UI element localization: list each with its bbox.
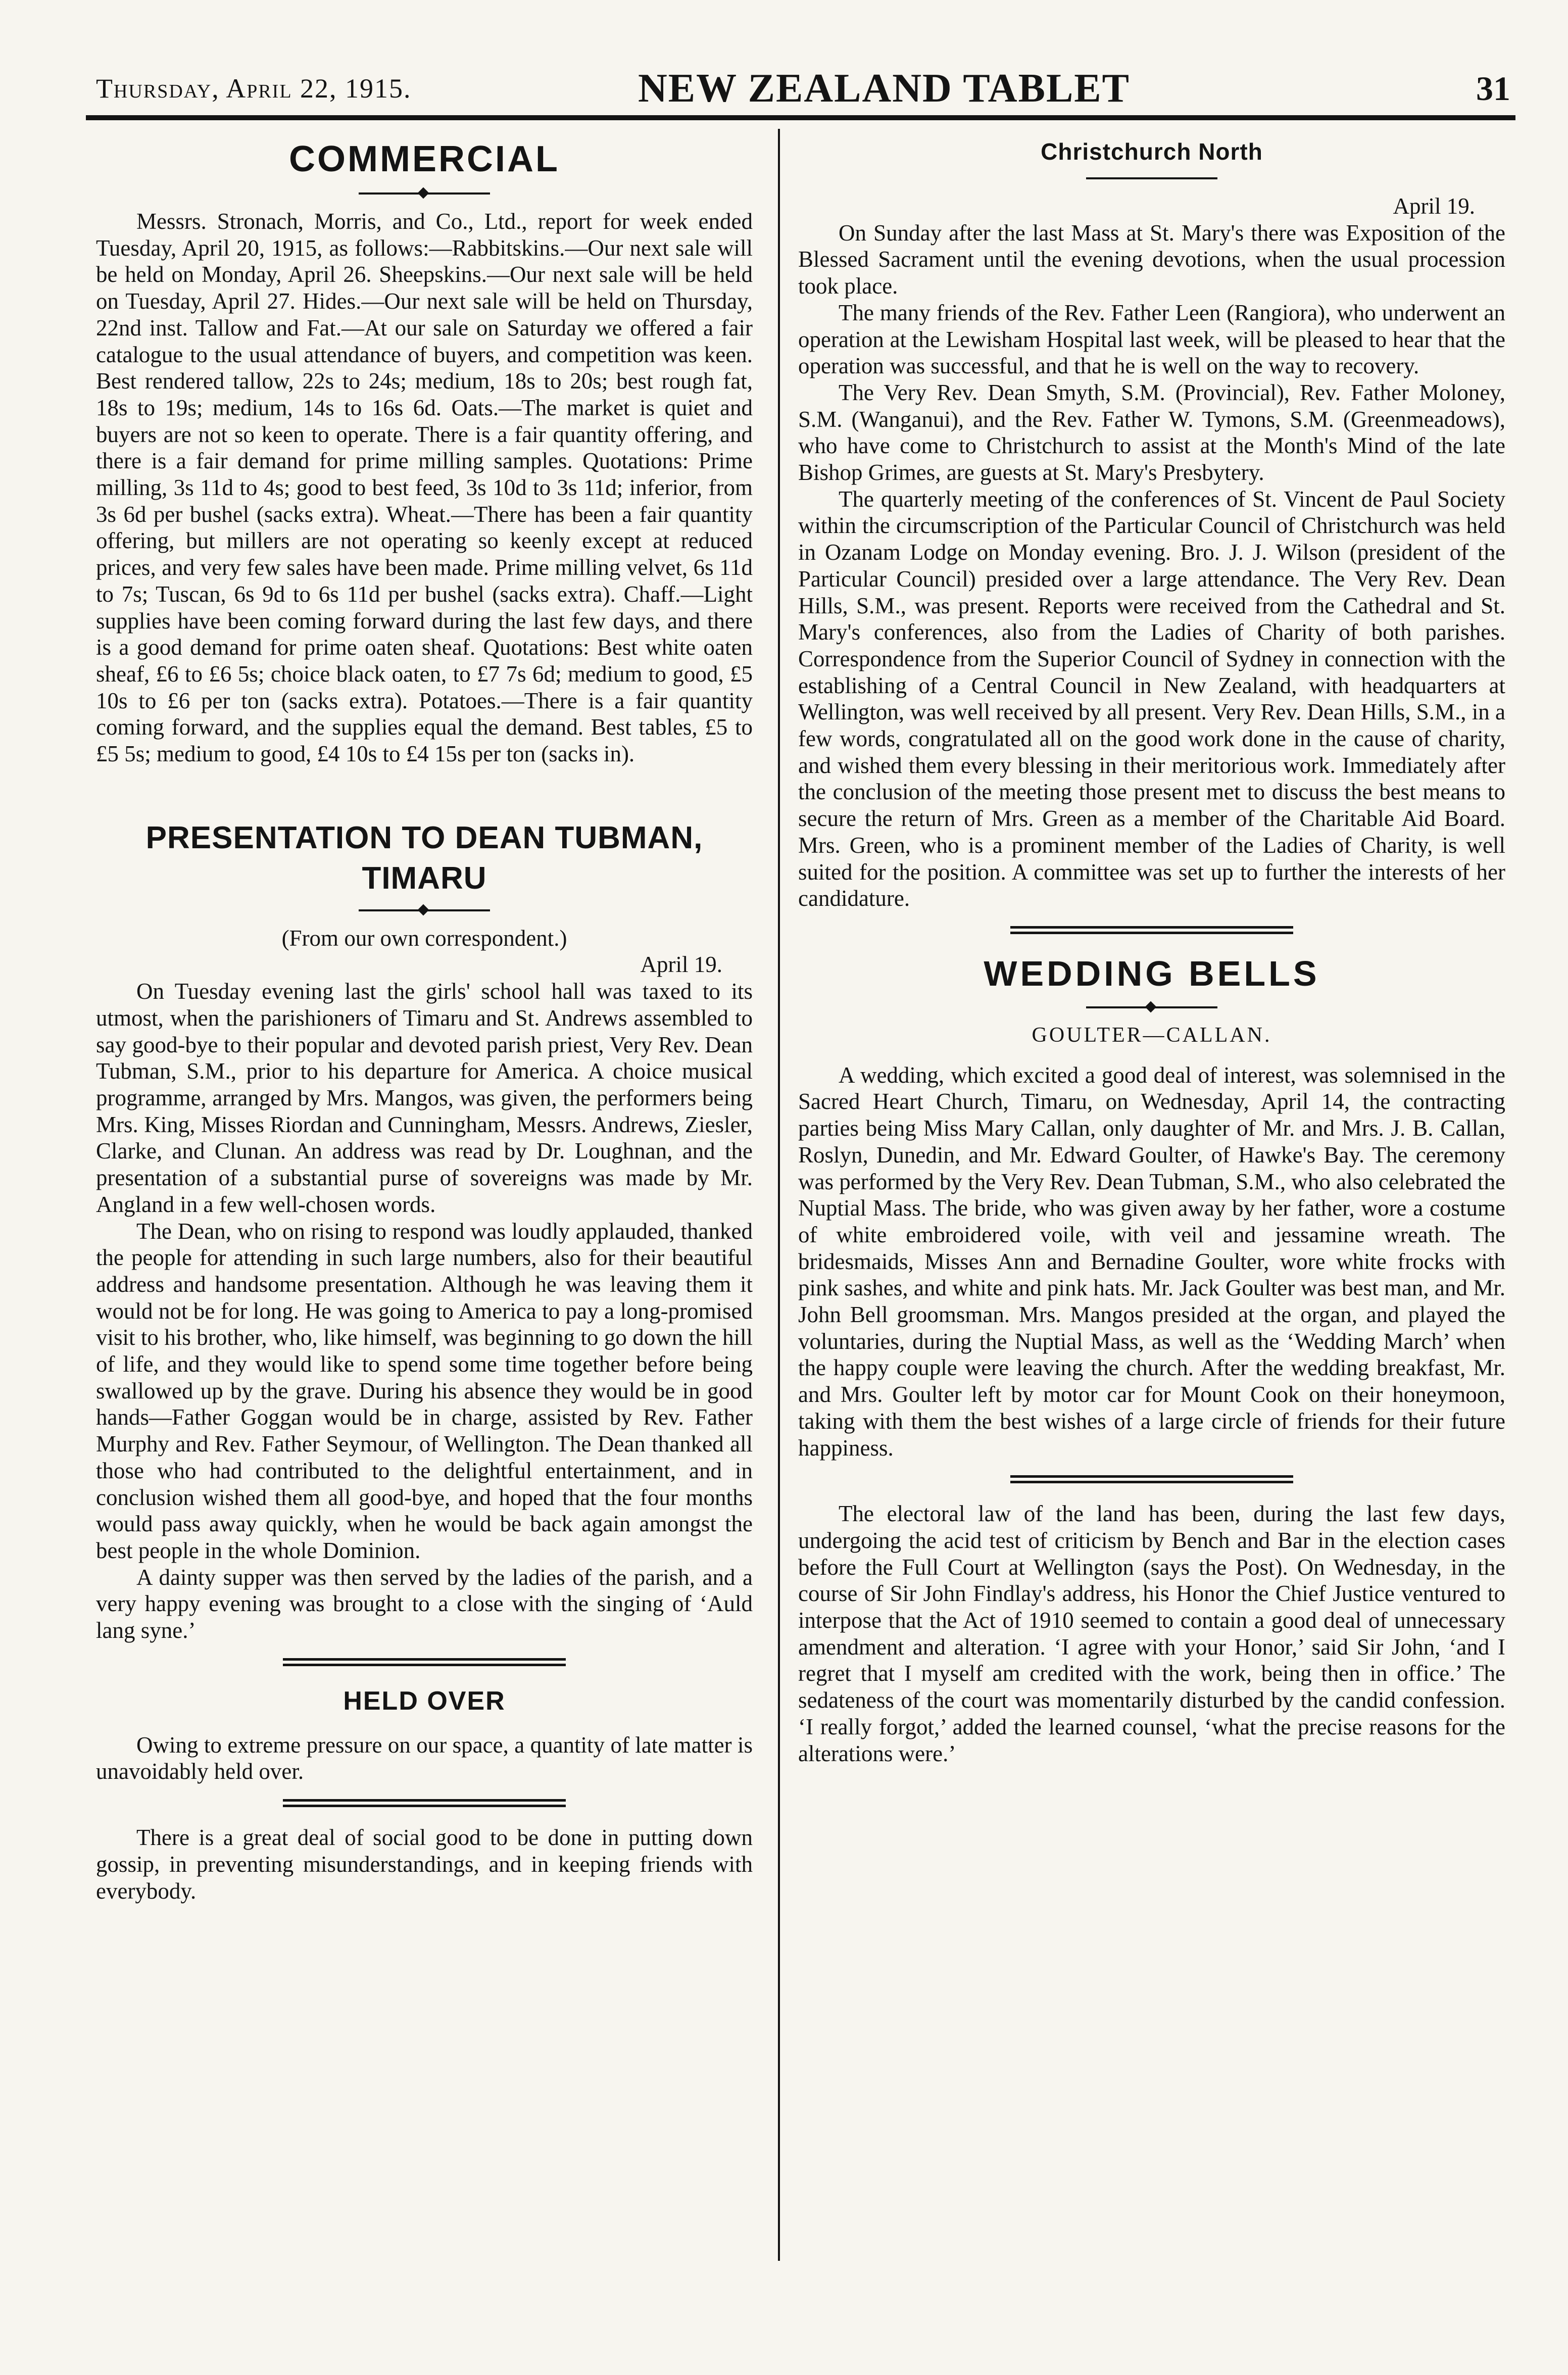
section-rule xyxy=(283,1799,566,1807)
christchurch-paragraph: On Sunday after the last Mass at St. Mary's there was Exposition of the Blessed Sacrament until the evening devotions, when the usual procession took place. xyxy=(798,220,1505,299)
commercial-report: Messrs. Stronach, Morris, and Co., Ltd., report for week ended Tuesday, April 20, 1915, as follows:—Rabbitskins.—Our next sale will be held on Monday, April 26. Sheepskins.—Our next sale will be held on Tuesday, April 27. Hides.—Our next sale will be held on Thursday, 22nd inst. Tallow and Fat.—At our sale on Saturday we offered a fair catalogue to the usual attendance of buyers, and competition was keen. Best rendered tallow, 22s to 24s; medium, 18s to 20s; best rough fat, 18s to 19s; medium, 14s to 16s 6d. Oats.—The market is quiet and buyers are not so keen to operate. There is a fair quantity offering, and there is a fair demand for prime milling samples. Quotations: Prime milling, 3s 11d to 4s; good to best feed, 3s 10d to 3s 11d; inferior, from 3s 6d per bushel (sacks extra). Wheat.—There has been a fair quantity offering, but millers are not operating so keenly except at reduced prices, and very few sales have been made. Prime milling velvet, 6s 11d to 7s; Tuscan, 6s 9d to 6s 11d per bushel (sacks extra). Chaff.—Light supplies have been coming forward during the last few days, and there is a good demand for prime oaten sheaf. Quotations: Best white oaten sheaf, £6 to £6 5s; choice black oaten, to £7 7s 6d; medium to good, £5 10s to £6 per ton (sacks extra). Potatoes.—There is a fair quantity coming forward, and the supplies equal the demand. Best tables, £5 to £5 5s; medium to good, £4 10s to £4 15s per ton (sacks in). xyxy=(96,209,753,767)
issue-date: Thursday, April 22, 1915. xyxy=(96,73,412,104)
presentation-paragraph: A dainty supper was then served by the ladies of the parish, and a very happy evening was brought to a close with the singing of ‘Auld lang syne.’ xyxy=(96,1564,753,1643)
presentation-paragraph: The Dean, who on rising to respond was loudly applauded, thanked the people for attending in such large numbers, also for their beautiful address and handsome presentation. Although he was leaving them it would not be for long. He was going to America to pay a long-promised visit to his brother, who, like himself, was beginning to go down the hill of life, and they would like to spend some time together before being swallowed up by the grave. During his absence they would be in good hands—Father Goggan would be in charge, assisted by Rev. Father Murphy and Rev. Father Seymour, of Wellington. The Dean thanked all those who had contributed to the delightful entertainment, and in conclusion wished them all good-bye, and hoped that the four months would pass away quickly, when he would be back again amongst the best people in the whole Dominion. xyxy=(96,1218,753,1563)
ornament-divider xyxy=(359,906,490,914)
electoral-paragraph: The electoral law of the land has been, during the last few days, undergoing the acid test of criticism by Bench and Bar in the election cases before the Full Court at Wellington (says the Post). On Wednesday, in the course of Sir John Findlay's address, his Honor the Chief Justice ventured to interpose that the Act of 1910 seemed to contain a good deal of unnecessary amendment and alteration. ‘I agree with your Honor,’ said Sir John, ‘and I regret that I myself am credited with the work, being then in office.’ The sedateness of the court was momentarily disturbed by the candid confession. ‘I really forgot,’ added the learned counsel, ‘what the precise reasons for the alterations were.’ xyxy=(798,1501,1505,1766)
ornament-divider xyxy=(1086,1003,1217,1011)
section-rule xyxy=(1010,1475,1293,1483)
christchurch-dateline: April 19. xyxy=(1393,193,1475,219)
commercial-heading: COMMERCIAL xyxy=(289,139,560,179)
short-rule xyxy=(1086,174,1217,182)
masthead-rule xyxy=(86,115,1515,120)
christchurch-paragraph: The many friends of the Rev. Father Leen (Rangiora), who underwent an operation at the Lewisham Hospital last week, will be pleased to hear that the operation was successful, and that he is well on the way to recovery. xyxy=(798,300,1505,379)
right-column xyxy=(798,126,1505,2273)
presentation-dateline: April 19. xyxy=(640,952,722,978)
left-column xyxy=(96,126,753,2273)
wedding-subtitle: GOULTER—CALLAN. xyxy=(1032,1023,1272,1047)
presentation-paragraph: On Tuesday evening last the girls' school hall was taxed to its utmost, when the parishioners of Timaru and St. Andrews assembled to say good-bye to their popular and devoted parish priest, Very Rev. Dean Tubman, S.M., prior to his departure for America. A choice musical programme, arranged by Mrs. Mangos, was given, the performers being Mrs. King, Misses Riordan and Cunningham, Messrs. Andrews, Ziesler, Clarke, and Clunan. An address was read by Dr. Loughnan, and the presentation of a substantial purse of sovereigns was made by Mr. Angland in a few well-chosen words. xyxy=(96,979,753,1217)
column-divider xyxy=(778,129,780,2261)
christchurch-paragraph: The Very Rev. Dean Smyth, S.M. (Provincial), Rev. Father Moloney, S.M. (Wanganui), and the Rev. Father W. Tymons, S.M. (Greenmeadows), who have come to Christchurch to assist at the Month's Mind of the late Bishop Grimes, are guests at St. Mary's Presbytery. xyxy=(798,379,1505,486)
section-rule xyxy=(283,1658,566,1666)
ornament-divider xyxy=(359,189,490,197)
wedding-paragraph: A wedding, which excited a good deal of interest, was solemnised in the Sacred Heart Church, Timaru, on Wednesday, April 14, the contracting parties being Miss Mary Callan, only daughter of Mr. and Mrs. J. B. Callan, Roslyn, Dunedin, and Mr. Edward Goulter, of Hawke's Bay. The ceremony was performed by the Very Rev. Dean Tubman, S.M., who also celebrated the Nuptial Mass. The bride, who was given away by her father, wore a costume of white embroidered voile, with veil and jessamine wreath. The bridesmaids, Misses Ann and Bernadine Goulter, wore white frocks with pink sashes, and white and pink hats. Mr. Jack Goulter was best man, and Mr. John Bell groomsman. Mrs. Mangos presided at the organ, and played the voluntaries, during the Nuptial Mass, as well as the ‘Wedding March’ when the happy couple were leaving the church. After the wedding breakfast, Mr. and Mrs. Goulter left by motor car for Mount Cook on their honeymoon, taking with them the best wishes of a large circle of friends for their future happiness. xyxy=(798,1062,1505,1461)
christchurch-paragraph: The quarterly meeting of the conferences of St. Vincent de Paul Society within the circumscription of the Particular Council of Christchurch was held in Ozanam Lodge on Monday evening. Bro. J. J. Wilson (president of the Particular Council) presided over a large attendance. The Very Rev. Dean Hills, S.M., was present. Reports were received from the Cathedral and St. Mary's conferences, also from the Ladies of Charity of both parishes. Correspondence from the Superior Council of Sydney in connection with the establishing of a Central Council in New Zealand, with headquarters at Wellington, was well received by all present. Very Rev. Dean Hills, S.M., in a few words, congratulated all on the good work done in the cause of charity, and wished them every blessing in their meritorious work. Immediately after the conclusion of the meeting those present met to discuss the best means to secure the return of Mrs. Green as a member of the Charitable Aid Board. Mrs. Green, who is a prominent member of the Ladies of Charity, is well suited for the position. A committee was set up to further the interests of her candidature. xyxy=(798,486,1505,911)
presentation-heading: PRESENTATION TO DEAN TUBMAN, TIMARU xyxy=(145,820,703,896)
wedding-heading: WEDDING BELLS xyxy=(984,953,1320,993)
christchurch-heading: Christchurch North xyxy=(1041,138,1263,165)
held-over-paragraph: Owing to extreme pressure on our space, a quantity of late matter is unavoidably held over. xyxy=(96,1732,753,1784)
gossip-paragraph: There is a great deal of social good to be done in putting down gossip, in preventing misunderstandings, and in keeping friends with everybody. xyxy=(96,1825,753,1904)
section-rule xyxy=(1010,926,1293,934)
held-over-heading: HELD OVER xyxy=(343,1686,506,1716)
newspaper-title: NEW ZEALAND TABLET xyxy=(638,66,1131,111)
correspondent-line: (From our own correspondent.) xyxy=(281,925,567,951)
page-number: 31 xyxy=(1476,69,1510,108)
masthead xyxy=(76,66,1510,111)
